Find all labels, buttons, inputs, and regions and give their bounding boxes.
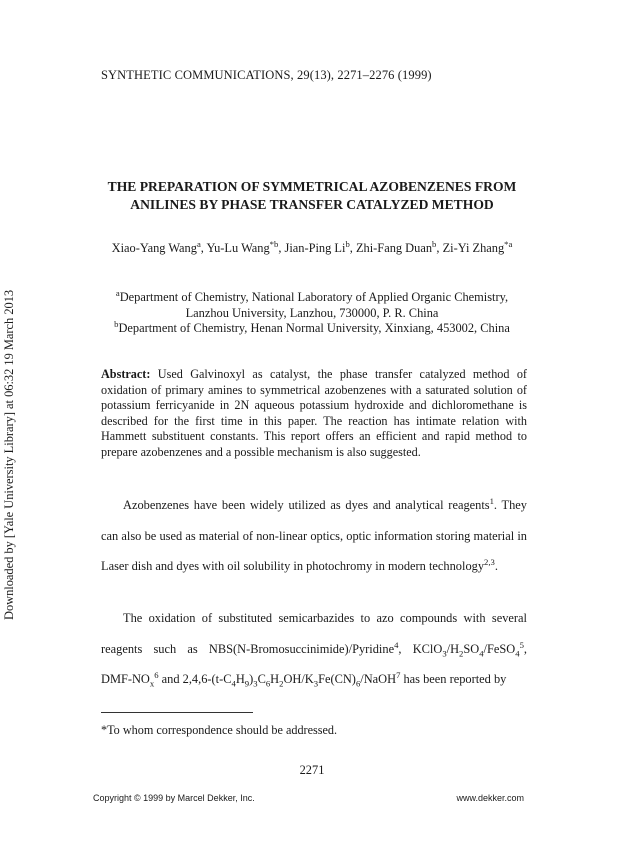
- affiliation-marker: b: [114, 318, 119, 329]
- author-affiliation-mark: a: [196, 238, 201, 249]
- p2-formula: Fe(CN): [318, 672, 356, 686]
- subscript: 9: [244, 678, 250, 689]
- subscript: 6: [265, 678, 271, 689]
- subscript: 3: [313, 678, 319, 689]
- affiliation-a-line-1: Department of Chemistry, National Laboratory of Applied Organic Chemistry,: [119, 290, 509, 304]
- title-line-1: THE PREPARATION OF SYMMETRICAL AZOBENZENES FROM: [107, 179, 517, 194]
- p2-formula: /NaOH: [360, 672, 397, 686]
- author-name: Zi-Yi Zhang: [442, 241, 505, 255]
- p2-formula: , DMF-NO: [101, 641, 527, 686]
- affiliation-marker: a: [115, 287, 120, 298]
- subscript: 3: [442, 647, 447, 658]
- affiliation-b-line-1: Department of Chemistry, Henan Normal University, Xinxiang, 453002, China: [118, 321, 510, 335]
- p2-formula: , KClO: [398, 641, 443, 656]
- abstract-label: Abstract:: [101, 367, 151, 381]
- author-name: Zhi-Fang Duan: [355, 241, 433, 255]
- article-title: [60, 178, 564, 214]
- p2-formula: H: [270, 672, 280, 686]
- p1-text: Azobenzenes have been widely utilized as dyes and analytical reagents: [123, 498, 490, 512]
- author-affiliation-mark: *b: [269, 238, 279, 249]
- abstract: [101, 367, 527, 461]
- p2-formula: /H: [446, 641, 460, 656]
- title-line-2: ANILINES BY PHASE TRANSFER CATALYZED METHOD: [130, 197, 494, 212]
- p2-formula: SO: [463, 641, 480, 656]
- p2-tail: has been reported by: [400, 672, 507, 686]
- author-name: Yu-Lu Wang: [206, 241, 270, 255]
- reference-mark: 1: [489, 495, 494, 506]
- p2-formula: H: [235, 672, 245, 686]
- affiliations: [60, 287, 564, 337]
- affiliation-a-line-2: Lanzhou University, Lanzhou, 730000, P. R. China: [185, 305, 439, 320]
- subscript: 6: [355, 678, 361, 689]
- reference-mark: 6: [154, 669, 159, 680]
- p2-formula: ): [249, 672, 254, 686]
- subscript: 3: [253, 678, 258, 689]
- author-name: Xiao-Yang Wang: [111, 241, 197, 255]
- p2-formula: and 2,4,6-(t-C: [158, 672, 232, 686]
- body-paragraph-1: [101, 490, 527, 582]
- subscript: 4: [479, 647, 484, 658]
- journal-header: SYNTHETIC COMMUNICATIONS, 29(13), 2271–2276 (1999): [101, 68, 432, 82]
- abstract-text: Used Galvinoxyl as catalyst, the phase transfer catalyzed method of oxidation of primary amines to symmetrical azobenzenes with a saturated solution of potassium ferricyanide in 2N aqueous potassium hydroxide and dichloromethane is described for the first time in this paper. The reaction has intimate relation with Hammett substituent constants. This report offers an efficient and rapid method to prepare azobenzenes and a possible mechanism is also suggested.: [101, 367, 527, 459]
- subscript: 2: [279, 678, 284, 689]
- p2-formula: /FeSO: [483, 641, 516, 656]
- footnote: *To whom correspondence should be addressed.: [101, 723, 338, 737]
- reference-mark: 2,3: [484, 556, 495, 567]
- p2-text: The oxidation of substituted semicarbazides to azo compounds with several reagents such as NBS(N-Bromosuccinimide)/Pyridine: [101, 611, 527, 656]
- reference-mark: 7: [396, 669, 401, 680]
- reference-mark: 4: [394, 639, 399, 650]
- page-number: 2271: [299, 763, 325, 777]
- affiliation-a: [60, 287, 564, 306]
- subscript: 4: [515, 647, 520, 658]
- body-paragraph-2: [101, 603, 527, 695]
- subscript: 2: [459, 647, 464, 658]
- download-watermark: Downloaded by [Yale University Library] at 06:32 19 March 2013: [2, 289, 16, 620]
- author-name: Jian-Ping Li: [284, 241, 346, 255]
- publisher-website-link[interactable]: www.dekker.com: [456, 793, 524, 803]
- copyright-notice: Copyright © 1999 by Marcel Dekker, Inc.: [93, 793, 255, 803]
- author-affiliation-mark: b: [345, 238, 350, 249]
- p1-end: .: [494, 559, 498, 573]
- p2-formula: OH/K: [283, 672, 314, 686]
- author-affiliation-mark: b: [432, 238, 437, 249]
- affiliation-b: [60, 318, 564, 337]
- subscript: x: [149, 678, 155, 689]
- p2-formula: C: [257, 672, 266, 686]
- author-affiliation-mark: *a: [504, 238, 513, 249]
- reference-mark: 5: [519, 639, 524, 650]
- footnote-divider: [101, 712, 253, 713]
- author-list: Xiao-Yang Wang$^a$, Yu-Lu Wang$^{*b}$, Jian-Ping Li$^b$, Zhi-Fang Duan$^b$, Zi-Yi Zhang$^{*a}$: [111, 238, 513, 255]
- p1-text-2: . They can also be used as material of non-linear optics, optic information storing material in Laser dish and dyes with oil solubility in photochromy in modern technology: [101, 498, 527, 573]
- subscript: 4: [231, 678, 236, 689]
